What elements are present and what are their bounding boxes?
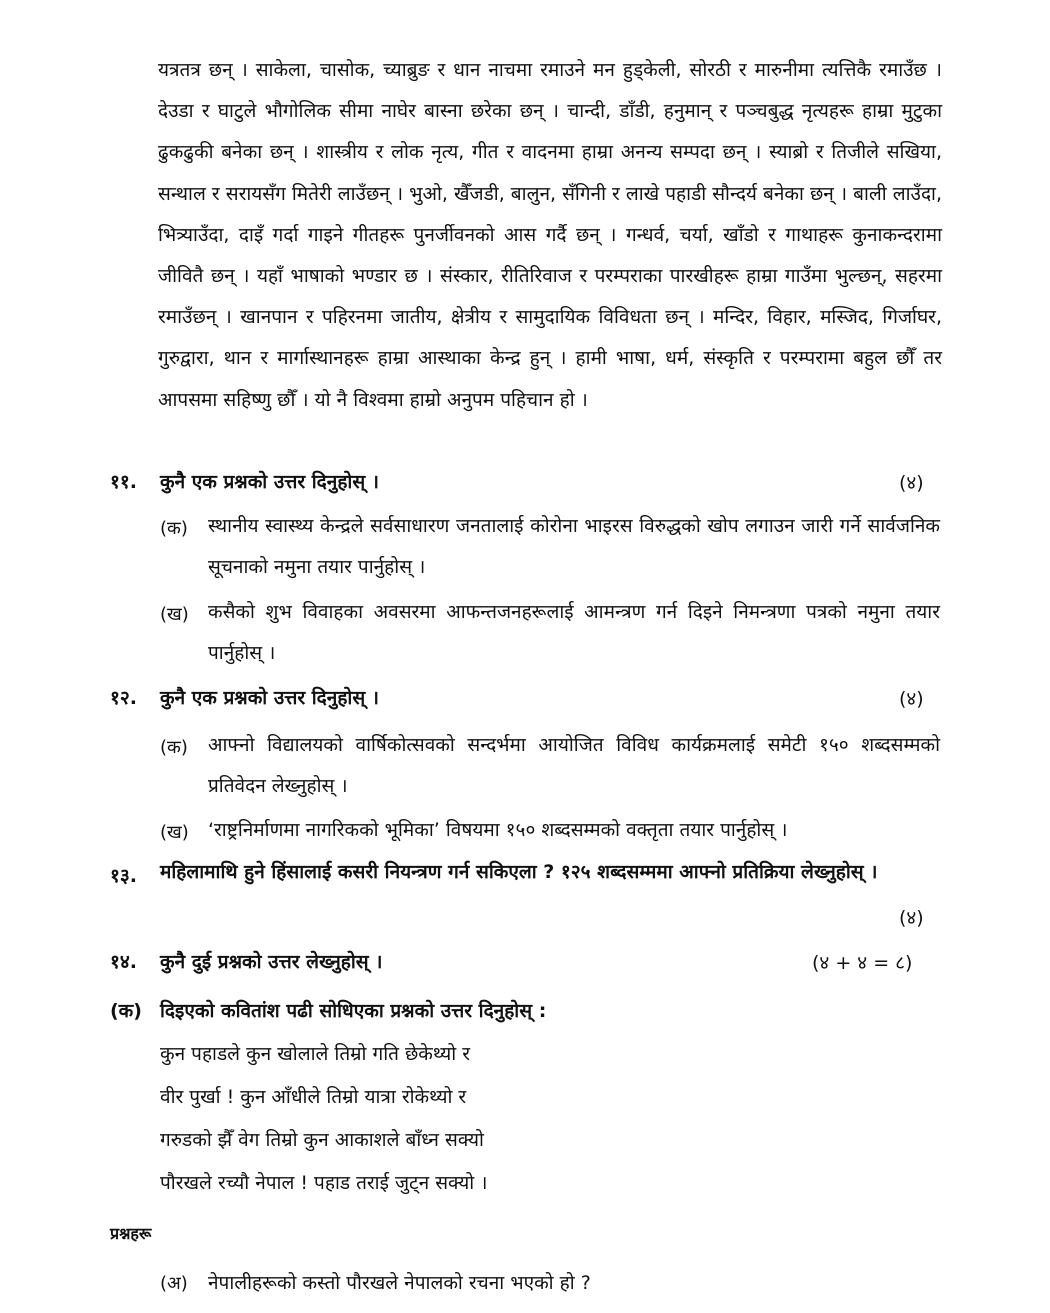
poem-line: गरुडको झैँ वेग तिम्रो कुन आकाशले बाँध्न सक्यो: [160, 1129, 484, 1151]
part-label: (क): [110, 1000, 142, 1022]
poem-line: पौरखले रच्यौ नेपाल ! पहाड तराई जुट्न सक्यो ।: [160, 1172, 488, 1194]
question-number: १३.: [110, 865, 137, 887]
questions-heading: प्रश्नहरू: [110, 1224, 152, 1243]
option-text: ‘राष्ट्रनिर्माणमा नागरिकको भूमिका’ विषयमा १५० शब्दसम्मको वक्तृता तयार पार्नुहोस् ।: [208, 819, 788, 841]
question-number: १२.: [110, 687, 137, 709]
part-instruction: दिइएको कवितांश पढी सोधिएका प्रश्नको उत्तर दिनुहोस् :: [160, 1000, 547, 1022]
poem-line: कुन पहाडले कुन खोलाले तिम्रो गति छेकेथ्यो र: [160, 1043, 470, 1065]
marks-label: (४): [899, 907, 924, 929]
question-11: [0, 468, 1050, 496]
passage-paragraph: यत्रतत्र छन् । साकेला, चासोक, च्याब्रुङ र धान नाचमा रमाउने मन हुड्केली, सोरठी र मारुनीमा त्यत्तिकै रमाउँछ । देउडा र घाटुले भौगोलिक सीमा नाघेर बास्ना छरेका छन् । चान्दी, डाँडी, हनुमान् र पञ्चबुद्ध नृत्यहरू हाम्रा मुटुका ढुकढुकी बनेका छन् । शास्त्रीय र लोक नृत्य, गीत र वादनमा हाम्रा अनन्य सम्पदा छन् । स्याब्रो र तिजीले सखिया, सन्थाल र सरायसँग मितेरी लाउँछन् । भुओ, खैँजडी, बालुन, सँगिनी र लाखे पहाडी सौन्दर्य बनेका छन् । बाली लाउँदा, भित्र्याउँदा, दाइँ गर्दा गाइने गीतहरू पुनर्जीवनको आस गर्दै छन् । गन्धर्व, चर्या, खाँडो र गाथाहरू कुनाकन्दरामा जीवितै छन् । यहाँ भाषाको भण्डार छ । संस्कार, रीतिरिवाज र परम्पराका पारखीहरू हाम्रा गाउँमा भुल्छन्, सहरमा रमाउँछन् । खानपान र पहिरनमा जातीय, क्षेत्रीय र सामुदायिक विविधता छन् । मन्दिर, विहार, मस्जिद, गिर्जाघर, गुरुद्वारा, थान र मार्गास्थानहरू हाम्रा आस्थाका केन्द्र हुन् । हामी भाषा, धर्म, संस्कृति र परम्परामा बहुल छौँ तर आपसमा सहिष्णु छौँ । यो नै विश्वमा हाम्रो अनुपम पहिचान हो ।: [158, 59, 942, 411]
marks-label: (४): [899, 688, 924, 710]
question-number: ११.: [110, 471, 137, 493]
option-label: (ख): [160, 604, 189, 625]
option-label: (क): [160, 737, 188, 758]
question-number: १४.: [110, 951, 137, 973]
sub-question-text: नेपालीहरूको कस्तो पौरखले नेपालको रचना भएको हो ?: [208, 1272, 591, 1294]
question-13-text: महिलामाथि हुने हिंसालाई कसरी नियन्त्रण गर्न सकिएला ? १२५ शब्दसम्ममा आफ्नो प्रतिक्रिया लेख्नुहोस् ।: [160, 861, 878, 883]
marks-label: (४): [899, 472, 924, 494]
question-text: कुनै एक प्रश्नको उत्तर दिनुहोस् ।: [160, 471, 379, 493]
option-text: कसैको शुभ विवाहका अवसरमा आफन्तजनहरूलाई आमन्त्रण गर्न दिइने निमन्त्रणा पत्रको नमुना तयार पार्नुहोस् ।: [208, 601, 940, 664]
option-text: स्थानीय स्वास्थ्य केन्द्रले सर्वसाधारण जनतालाई कोरोना भाइरस विरुद्धको खोप लगाउन जारी गर्ने सार्वजनिक सूचनाको नमुना तयार पार्नुहोस् ।: [208, 515, 940, 578]
option-label: (ख): [160, 822, 189, 843]
sub-question-label: (अ): [160, 1273, 188, 1294]
option-label: (क): [160, 518, 188, 539]
part-a-heading: [0, 997, 1050, 1025]
question-text: कुनै एक प्रश्नको उत्तर दिनुहोस् ।: [160, 687, 379, 709]
poem-line: वीर पुर्खा ! कुन आँधीले तिम्रो यात्रा रोकेथ्यो र: [160, 1086, 467, 1108]
question-text: कुनै दुई प्रश्नको उत्तर लेख्नुहोस् ।: [160, 951, 383, 973]
question-12: [0, 684, 1050, 712]
marks-label: (४ + ४ = ८): [812, 952, 913, 974]
option-text: आफ्नो विद्यालयको वार्षिकोत्सवको सन्दर्भमा आयोजित विविध कार्यक्रमलाई समेटी १५० शब्दसम्मको प्रतिवेदन लेख्नुहोस् ।: [208, 734, 940, 797]
